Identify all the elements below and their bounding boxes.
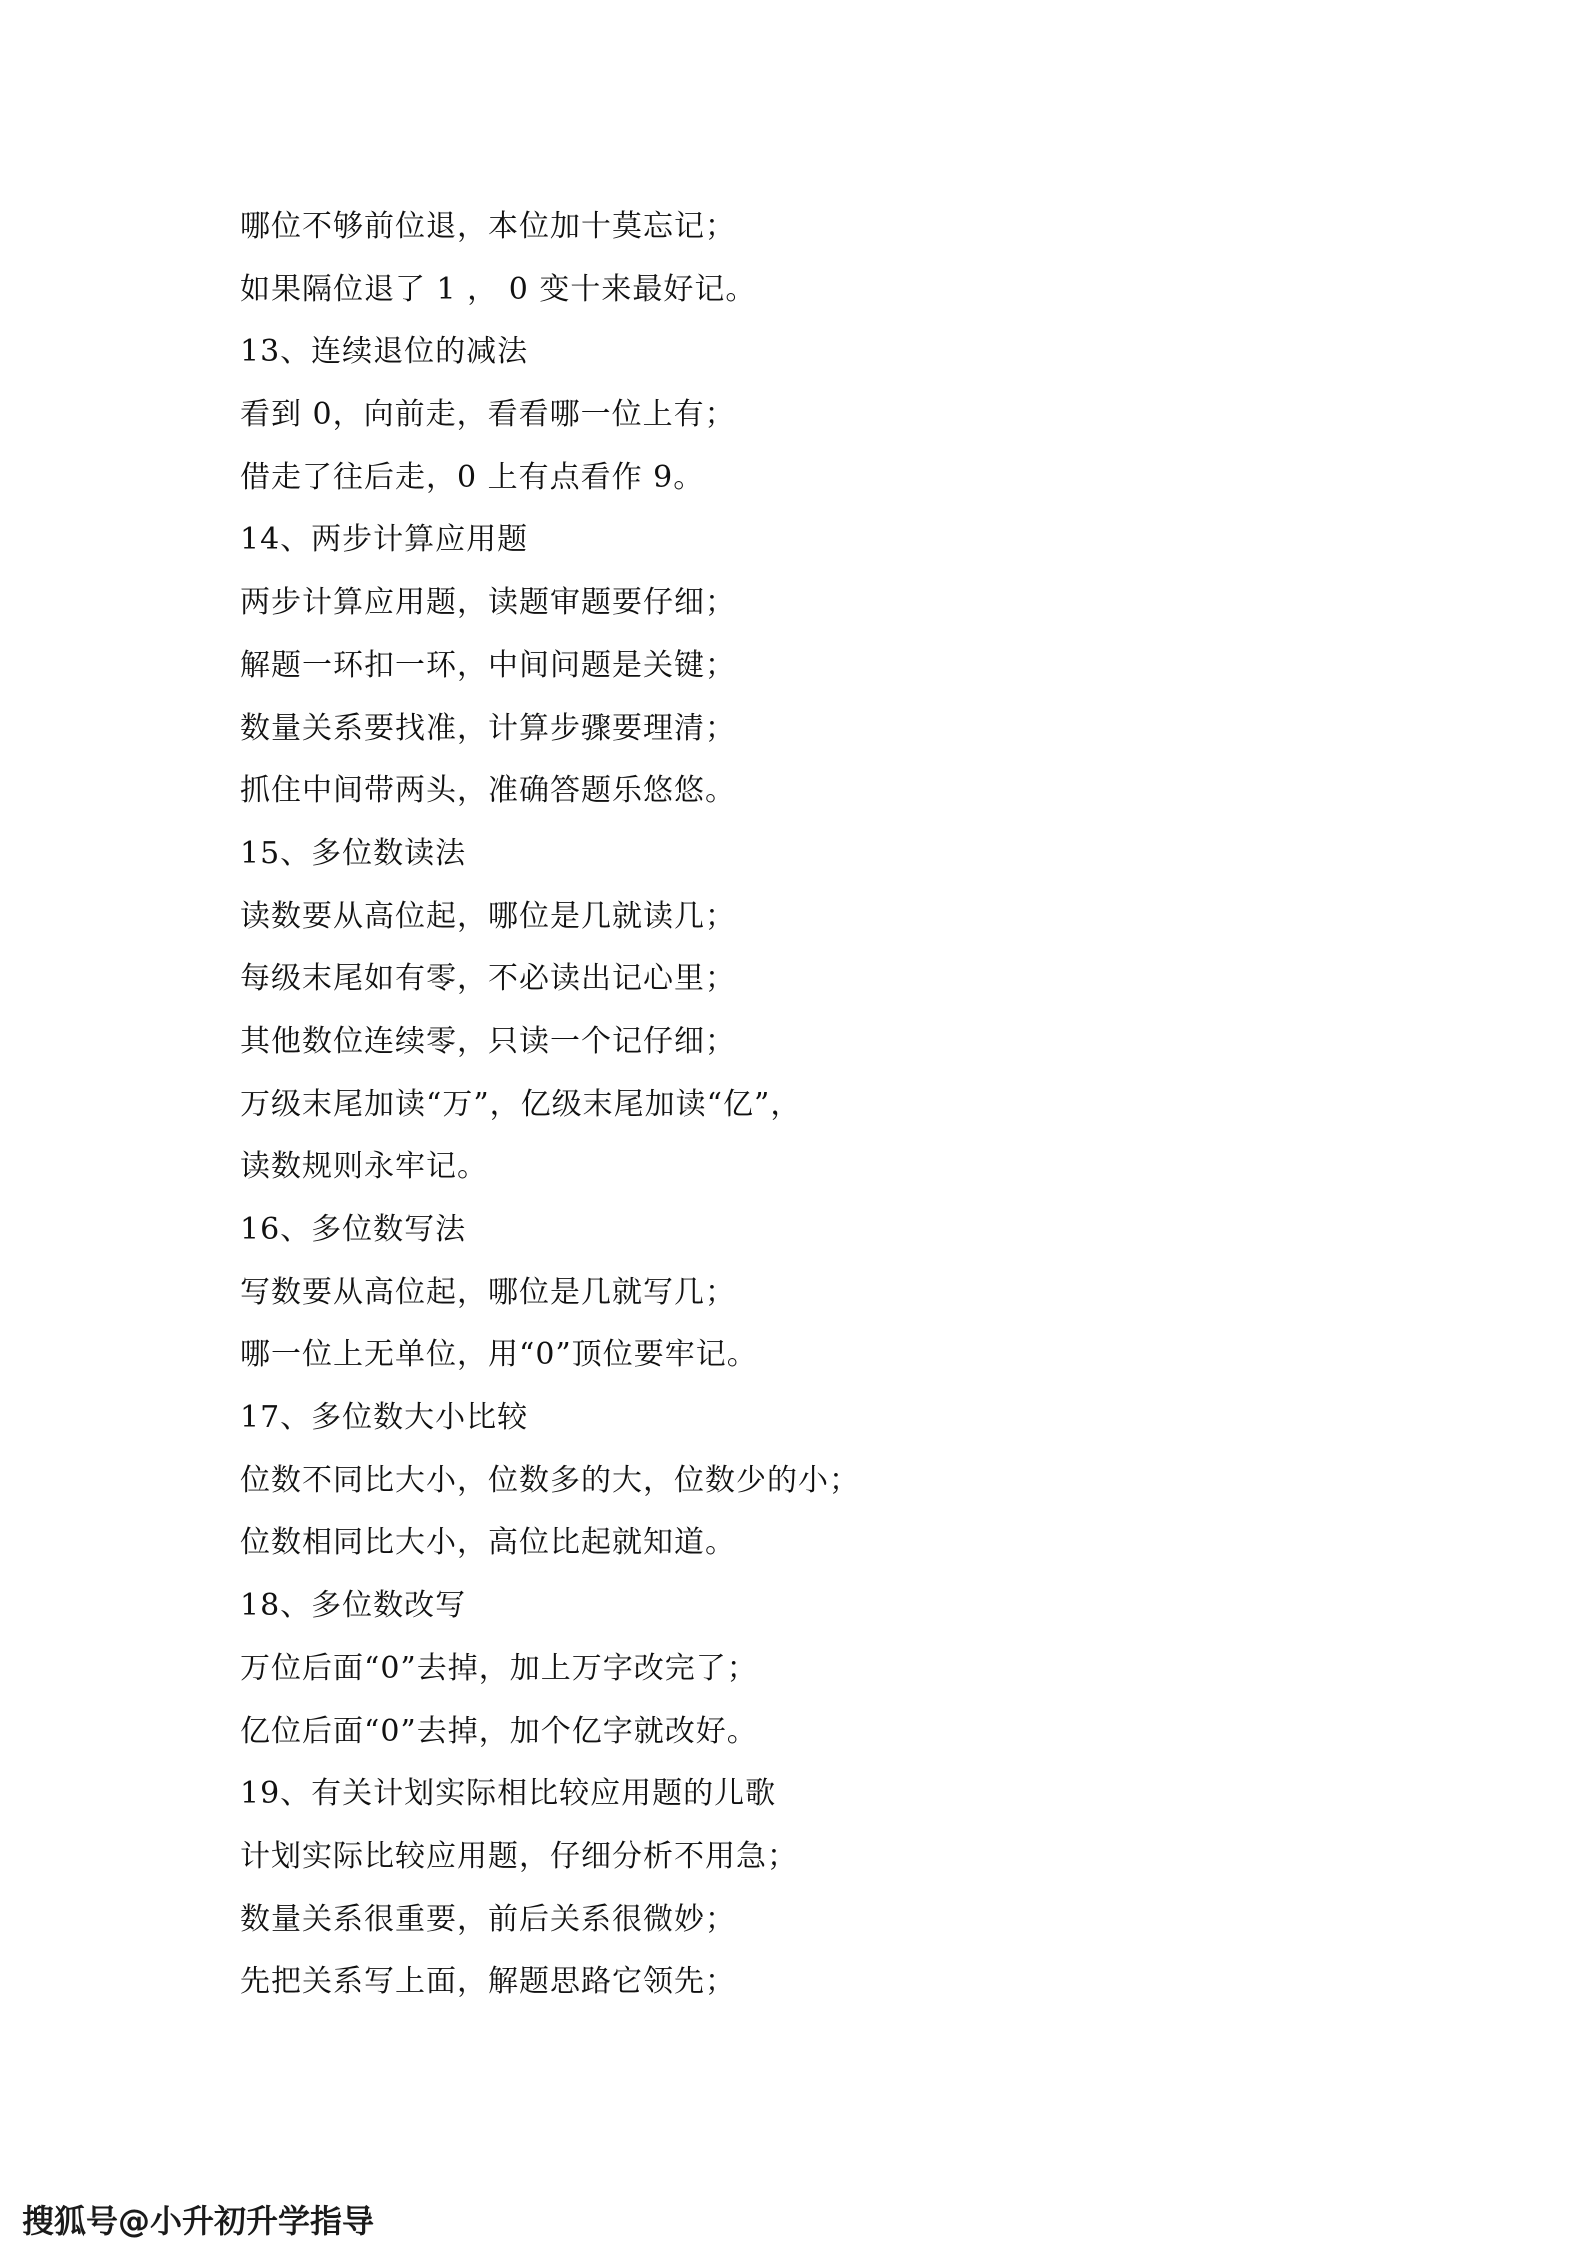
section-heading: 15、多位数读法 [240, 835, 467, 871]
text-line: 每级末尾如有零，不必读出记心里； [240, 961, 736, 997]
text-line: 读数要从高位起，哪位是几就读几； [240, 898, 736, 934]
text-line: 万级末尾加读“万”，亿级末尾加读“亿”， [240, 1086, 802, 1122]
text-line: 哪一位上无单位，用“0”顶位要牢记。 [240, 1337, 758, 1373]
text-line: 亿位后面“0”去掉，加个亿字就改好。 [240, 1713, 758, 1749]
text-line: 先把关系写上面，解题思路它领先； [240, 1964, 736, 2000]
text-line: 其他数位连续零，只读一个记仔细； [240, 1023, 736, 1059]
text-line: 写数要从高位起，哪位是几就写几； [240, 1274, 736, 1310]
section-heading: 18、多位数改写 [240, 1588, 467, 1624]
text-body [240, 196, 1440, 2014]
text-line: 数量关系要找准，计算步骤要理清； [240, 710, 736, 746]
text-line: 位数相同比大小，高位比起就知道。 [240, 1525, 736, 1561]
section-heading: 17、多位数大小比较 [240, 1400, 529, 1436]
text-line: 位数不同比大小，位数多的大，位数少的小； [240, 1462, 860, 1498]
section-heading: 14、两步计算应用题 [240, 522, 529, 558]
text-line: 万位后面“0”去掉，加上万字改完了； [240, 1650, 758, 1686]
text-line: 数量关系很重要，前后关系很微妙； [240, 1901, 736, 1937]
text-line: 读数规则永牢记。 [240, 1149, 488, 1185]
section-heading: 13、连续退位的减法 [240, 334, 529, 370]
text-line: 解题一环扣一环，中间问题是关键； [240, 647, 736, 683]
text-line: 计划实际比较应用题，仔细分析不用急； [240, 1838, 798, 1874]
text-line: 抓住中间带两头，准确答题乐悠悠。 [240, 773, 736, 809]
text-line: 两步计算应用题，读题审题要仔细； [240, 585, 736, 621]
text-line: 哪位不够前位退，本位加十莫忘记； [240, 209, 736, 244]
source-watermark: 搜狐号@小升初升学指导 [22, 2202, 375, 2240]
text-line: 借走了往后走，0 上有点看作 9。 [240, 459, 705, 495]
text-line: 如果隔位退了 1 ， 0 变十来最好记。 [240, 271, 757, 307]
section-heading: 16、多位数写法 [240, 1212, 467, 1247]
text-line: 看到 0，向前走，看看哪一位上有； [240, 397, 736, 433]
section-heading: 19、有关计划实际相比较应用题的儿歌 [240, 1776, 777, 1812]
